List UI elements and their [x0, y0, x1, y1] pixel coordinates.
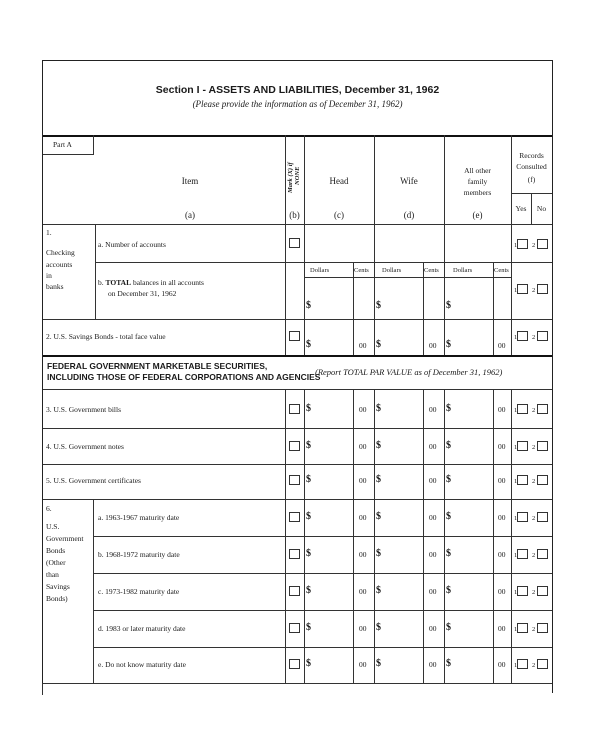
- federal-header-bottom: [43, 389, 552, 390]
- notes-bottom: [43, 464, 552, 465]
- notes-other-cents: 00: [498, 442, 506, 451]
- bonds-bottom: [43, 683, 552, 684]
- wife-code: (d): [403, 210, 415, 220]
- notes-other-dollar-sign: $: [446, 440, 451, 451]
- certificates-wife-dollar-sign: $: [376, 474, 381, 485]
- bills-yes-checkbox[interactable]: [517, 404, 528, 414]
- bonds-e-head-dollar-sign: $: [306, 658, 311, 669]
- certificates-head-dollar-sign: $: [306, 474, 311, 485]
- bonds-c-head-dollar-sign: $: [306, 585, 311, 596]
- bills-label: 3. U.S. Government bills: [46, 405, 121, 414]
- bonds-c-wife-cents: 00: [429, 587, 437, 596]
- records-header-line2: Consulted: [516, 162, 547, 171]
- bonds-a-yes-num: 1: [514, 515, 518, 522]
- bonds-b-head-cents: 00: [359, 550, 367, 559]
- bonds-b-none-checkbox[interactable]: [289, 549, 300, 559]
- head-cents-divider-bottom: [353, 389, 354, 683]
- bonds-d-wife-cents: 00: [429, 624, 437, 633]
- bonds-c-head-cents: 00: [359, 587, 367, 596]
- checking-number: 1.: [46, 228, 52, 237]
- checking-a-no-checkbox[interactable]: [537, 239, 548, 249]
- certificates-head-cents: 00: [359, 476, 367, 485]
- other-cents-label: Cents: [494, 267, 509, 274]
- notes-yes-num: 1: [514, 444, 518, 451]
- bonds-a-no-num: 2: [532, 515, 536, 522]
- other-code: (e): [472, 210, 483, 220]
- head-cents-label: Cents: [354, 267, 369, 274]
- checking-a-yes-num: 1: [514, 242, 518, 249]
- bonds-c-wife-dollar-sign: $: [376, 585, 381, 596]
- checking-head-dollar-sign: $: [306, 300, 311, 311]
- bonds-d-label: d. 1983 or later maturity date: [98, 624, 186, 633]
- certificates-no-checkbox[interactable]: [537, 475, 548, 485]
- mark-none-header: [287, 162, 301, 193]
- other-header-line3: members: [463, 188, 492, 197]
- bonds-label-4: (Other: [46, 558, 66, 567]
- other-cents-divider-bottom: [493, 389, 494, 683]
- bonds-e-other-cents: 00: [498, 660, 506, 669]
- checking-label-divider: [95, 224, 96, 319]
- item-header: Item: [181, 176, 199, 186]
- notes-yes-checkbox[interactable]: [517, 441, 528, 451]
- bonds-c-other-dollar-sign: $: [446, 585, 451, 596]
- bonds-label-divider: [93, 499, 94, 683]
- head-col-left-bottom: [304, 389, 305, 683]
- savings-bottom: [43, 355, 552, 357]
- bonds-c-no-checkbox[interactable]: [537, 586, 548, 596]
- bonds-e-yes-checkbox[interactable]: [517, 659, 528, 669]
- savings-no-checkbox[interactable]: [537, 331, 548, 341]
- bonds-b-yes-num: 1: [514, 552, 518, 559]
- wife-dollars-label: Dollars: [382, 267, 402, 274]
- records-yes-label: Yes: [515, 204, 527, 213]
- bonds-number: 6.: [46, 504, 52, 513]
- savings-head-dollar-sign: $: [306, 339, 311, 350]
- savings-other-dollar-sign: $: [446, 339, 451, 350]
- section-subtitle: (Please provide the information as of December 31, 1962): [192, 99, 403, 109]
- checking-bottom: [43, 319, 552, 320]
- bonds-b-label: b. 1968-1972 maturity date: [98, 550, 180, 559]
- bills-wife-dollar-sign: $: [376, 403, 381, 414]
- bonds-a-label: a. 1963-1967 maturity date: [98, 513, 180, 522]
- bills-head-cents: 00: [359, 405, 367, 414]
- bonds-c-label: c. 1973-1982 maturity date: [98, 587, 180, 596]
- bonds-a-head-cents: 00: [359, 513, 367, 522]
- dollars-cents-header-rule: [304, 277, 511, 278]
- savings-head-cents: 00: [359, 341, 367, 350]
- mark-none-line2: NONE: [294, 166, 301, 185]
- checking-a-yes-checkbox[interactable]: [517, 239, 528, 249]
- bonds-label-5: than: [46, 570, 59, 579]
- checking-b-yes-num: 1: [514, 287, 518, 294]
- mark-col-left-top: [285, 135, 286, 355]
- other-col-left-bottom: [444, 389, 445, 683]
- bonds-e-yes-num: 1: [514, 662, 518, 669]
- bonds-d-wife-dollar-sign: $: [376, 622, 381, 633]
- checking-a-bottom: [95, 262, 552, 263]
- bonds-c-yes-checkbox[interactable]: [517, 586, 528, 596]
- bills-no-num: 2: [532, 407, 536, 414]
- part-a-box-right: [93, 135, 94, 155]
- bonds-d-other-dollar-sign: $: [446, 622, 451, 633]
- checking-label-3: in: [46, 271, 52, 280]
- bonds-e-label: e. Do not know maturity date: [98, 660, 186, 669]
- other-header-line1: All other: [464, 166, 491, 175]
- bonds-d-yes-checkbox[interactable]: [517, 623, 528, 633]
- records-header-line1: Records: [519, 151, 544, 160]
- savings-wife-dollar-sign: $: [376, 339, 381, 350]
- header-divider: [43, 135, 552, 137]
- bonds-e-other-dollar-sign: $: [446, 658, 451, 669]
- records-no-label: No: [536, 204, 547, 213]
- part-a-label: Part A: [53, 140, 72, 149]
- other-header-line2: family: [467, 177, 488, 186]
- column-header-bottom: [43, 224, 552, 225]
- savings-yes-checkbox[interactable]: [517, 331, 528, 341]
- bonds-e-head-cents: 00: [359, 660, 367, 669]
- federal-header-line2: INCLUDING THOSE OF FEDERAL CORPORATIONS AND AGENCIES: [47, 372, 321, 382]
- checking-wife-dollar-sign: $: [376, 300, 381, 311]
- bonds-b-no-checkbox[interactable]: [537, 549, 548, 559]
- bonds-d-no-num: 2: [532, 626, 536, 633]
- bonds-e-no-num: 2: [532, 662, 536, 669]
- bonds-b-bottom: [93, 573, 552, 574]
- savings-label: 2. U.S. Savings Bonds - total face value: [46, 332, 166, 341]
- checking-other-dollar-sign: $: [446, 300, 451, 311]
- bills-other-cents: 00: [498, 405, 506, 414]
- checking-b-yes-checkbox[interactable]: [517, 284, 528, 294]
- bonds-b-other-cents: 00: [498, 550, 506, 559]
- federal-par-value-note: (Report TOTAL PAR VALUE as of December 31, 1962): [315, 367, 503, 377]
- savings-other-cents: 00: [498, 341, 506, 350]
- bonds-b-head-dollar-sign: $: [306, 548, 311, 559]
- head-header: Head: [329, 176, 349, 186]
- notes-label: 4. U.S. Government notes: [46, 442, 124, 451]
- bonds-d-no-checkbox[interactable]: [537, 623, 548, 633]
- federal-header-line1: FEDERAL GOVERNMENT MARKETABLE SECURITIES,: [47, 361, 268, 371]
- bonds-label-7: Bonds): [46, 594, 68, 603]
- bonds-d-other-cents: 00: [498, 624, 506, 633]
- savings-wife-cents: 00: [429, 341, 437, 350]
- notes-head-cents: 00: [359, 442, 367, 451]
- bonds-a-yes-checkbox[interactable]: [517, 512, 528, 522]
- bonds-b-wife-cents: 00: [429, 550, 437, 559]
- bonds-a-wife-cents: 00: [429, 513, 437, 522]
- bonds-e-none-checkbox[interactable]: [289, 659, 300, 669]
- checking-a-no-num: 2: [532, 242, 536, 249]
- bills-none-checkbox[interactable]: [289, 404, 300, 414]
- part-a-box-bottom: [43, 154, 93, 155]
- item-code: (a): [185, 210, 195, 220]
- bills-yes-num: 1: [514, 407, 518, 414]
- checking-label-1: Checking: [46, 248, 75, 257]
- bonds-d-head-dollar-sign: $: [306, 622, 311, 633]
- records-col-left-bottom: [511, 389, 512, 683]
- bills-head-dollar-sign: $: [306, 403, 311, 414]
- certificates-label: 5. U.S. Government certificates: [46, 476, 141, 485]
- wife-header: Wife: [400, 176, 418, 186]
- bonds-a-wife-dollar-sign: $: [376, 511, 381, 522]
- bonds-e-wife-cents: 00: [429, 660, 437, 669]
- bonds-a-no-checkbox[interactable]: [537, 512, 548, 522]
- mark-col-left-bottom: [285, 389, 286, 683]
- checking-b-no-checkbox[interactable]: [537, 284, 548, 294]
- mark-none-line1: Mark (X) if: [287, 162, 294, 193]
- checking-a-label: a. Number of accounts: [98, 240, 166, 249]
- checking-label-4: banks: [46, 282, 64, 291]
- bonds-b-yes-checkbox[interactable]: [517, 549, 528, 559]
- checking-label-2: accounts: [46, 260, 73, 269]
- bonds-a-head-dollar-sign: $: [306, 511, 311, 522]
- bonds-a-none-checkbox[interactable]: [289, 512, 300, 522]
- continuation-line: [42, 683, 43, 695]
- notes-no-num: 2: [532, 444, 536, 451]
- head-dollars-label: Dollars: [310, 267, 330, 274]
- bonds-c-other-cents: 00: [498, 587, 506, 596]
- bonds-a-bottom: [93, 536, 552, 537]
- certificates-wife-cents: 00: [429, 476, 437, 485]
- certificates-yes-checkbox[interactable]: [517, 475, 528, 485]
- notes-no-checkbox[interactable]: [537, 441, 548, 451]
- certificates-yes-num: 1: [514, 478, 518, 485]
- bills-wife-cents: 00: [429, 405, 437, 414]
- mark-code: (b): [289, 210, 300, 220]
- head-code: (c): [334, 210, 344, 220]
- certificates-none-checkbox[interactable]: [289, 475, 300, 485]
- bonds-d-head-cents: 00: [359, 624, 367, 633]
- bonds-label-1: U.S.: [46, 522, 60, 531]
- wife-col-left-top: [374, 135, 375, 355]
- other-dollars-label: Dollars: [453, 267, 473, 274]
- bonds-d-yes-num: 1: [514, 626, 518, 633]
- savings-yes-num: 1: [514, 334, 518, 341]
- checking-b-label-2: on December 31, 1962: [108, 289, 177, 298]
- bonds-d-none-checkbox[interactable]: [289, 623, 300, 633]
- bonds-b-other-dollar-sign: $: [446, 548, 451, 559]
- notes-head-dollar-sign: $: [306, 440, 311, 451]
- wife-cents-divider-bottom: [423, 389, 424, 683]
- notes-wife-dollar-sign: $: [376, 440, 381, 451]
- section-title: Section I - ASSETS AND LIABILITIES, December 31, 1962: [155, 84, 440, 96]
- bonds-c-yes-num: 1: [514, 589, 518, 596]
- bonds-c-none-checkbox[interactable]: [289, 586, 300, 596]
- bonds-b-no-num: 2: [532, 552, 536, 559]
- notes-none-checkbox[interactable]: [289, 441, 300, 451]
- records-code: (f): [527, 175, 536, 184]
- bonds-label-6: Savings: [46, 582, 70, 591]
- checking-b-no-num: 2: [532, 287, 536, 294]
- notes-wife-cents: 00: [429, 442, 437, 451]
- bonds-c-bottom: [93, 610, 552, 611]
- bonds-b-wife-dollar-sign: $: [376, 548, 381, 559]
- checking-a-none-checkbox[interactable]: [289, 238, 300, 248]
- bonds-a-other-cents: 00: [498, 513, 506, 522]
- bonds-d-bottom: [93, 647, 552, 648]
- bills-no-checkbox[interactable]: [537, 404, 548, 414]
- assets-liabilities-form: [42, 60, 553, 693]
- bills-bottom: [43, 428, 552, 429]
- bonds-e-wife-dollar-sign: $: [376, 658, 381, 669]
- savings-none-checkbox[interactable]: [289, 331, 300, 341]
- wife-cents-label: Cents: [424, 267, 439, 274]
- bonds-label-3: Bonds: [46, 546, 66, 555]
- head-col-left-top: [304, 135, 305, 355]
- wife-col-left-bottom: [374, 389, 375, 683]
- certificates-other-cents: 00: [498, 476, 506, 485]
- savings-no-num: 2: [532, 334, 536, 341]
- certificates-other-dollar-sign: $: [446, 474, 451, 485]
- bonds-c-no-num: 2: [532, 589, 536, 596]
- bonds-a-other-dollar-sign: $: [446, 511, 451, 522]
- bonds-e-no-checkbox[interactable]: [537, 659, 548, 669]
- bonds-label-2: Government: [46, 534, 84, 543]
- bills-other-dollar-sign: $: [446, 403, 451, 414]
- checking-b-label: b. TOTAL balances in all accounts: [98, 278, 204, 287]
- certificates-bottom: [43, 499, 552, 500]
- certificates-no-num: 2: [532, 478, 536, 485]
